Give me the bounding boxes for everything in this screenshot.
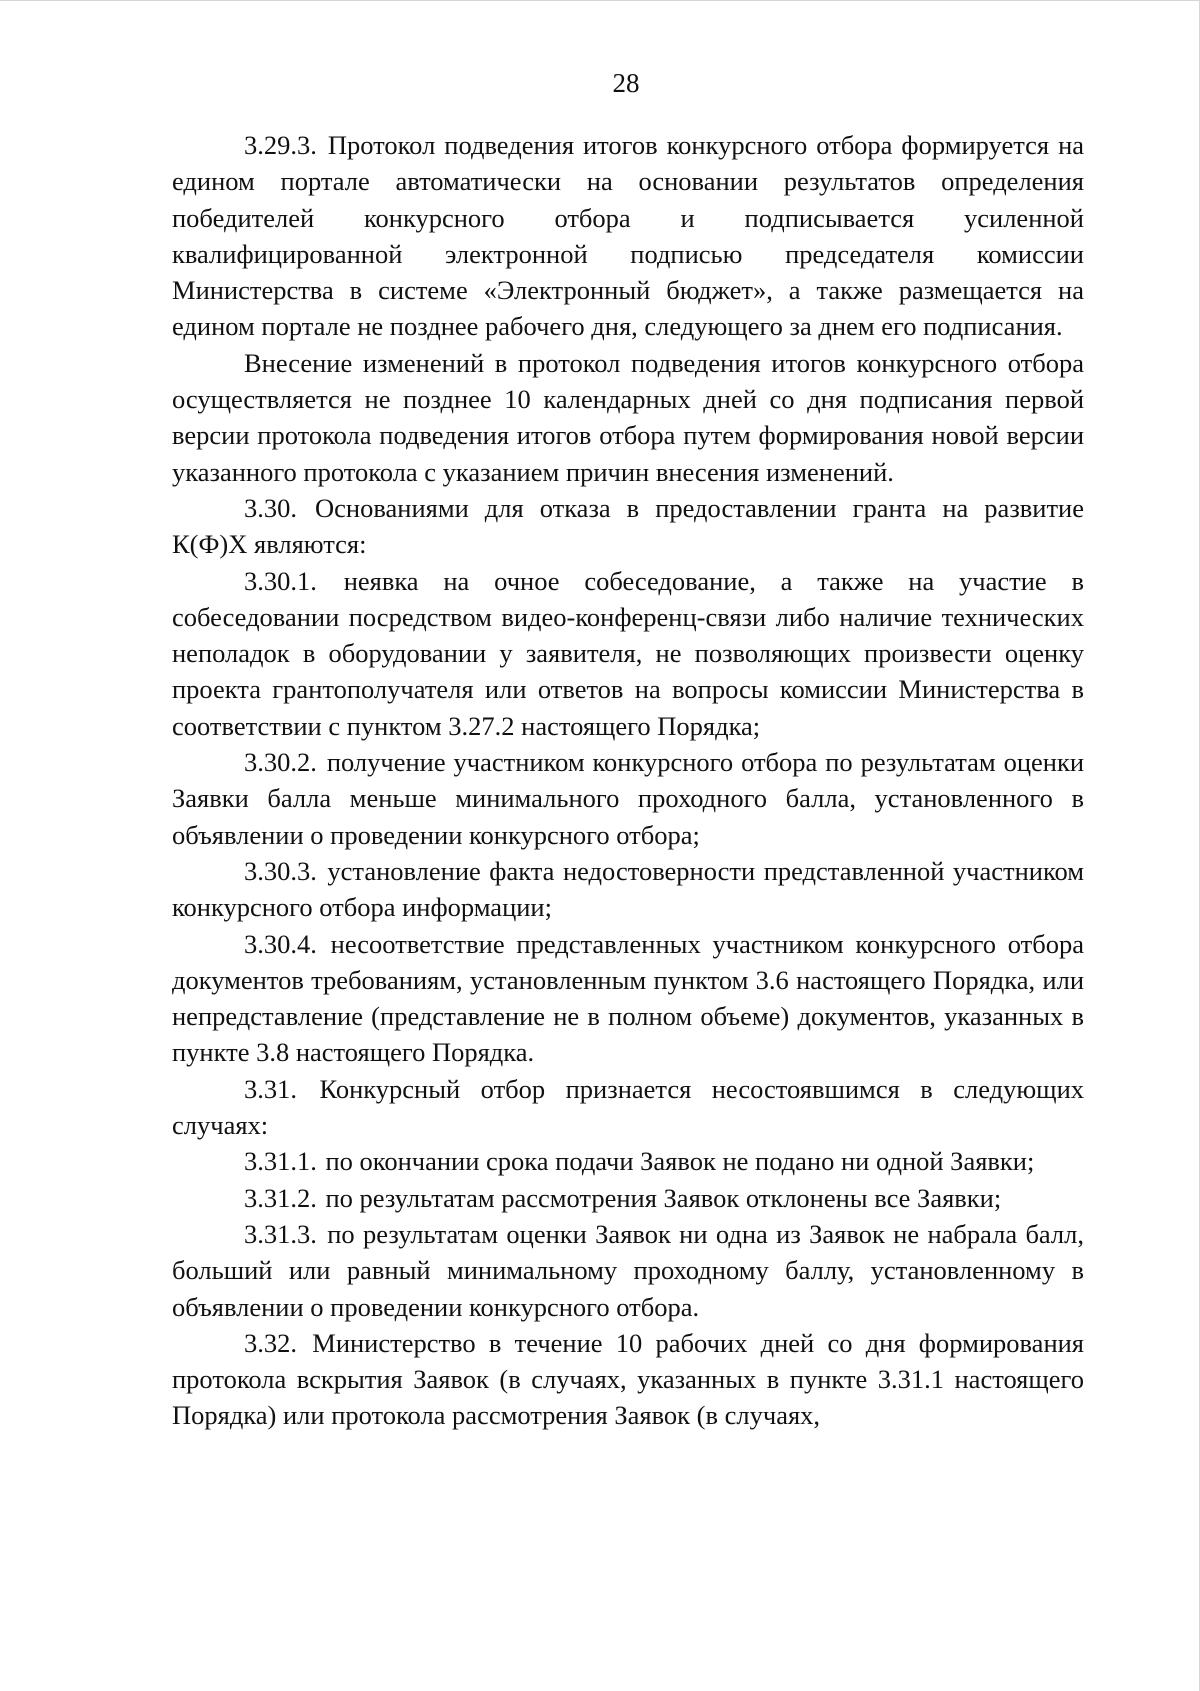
paragraph-text: несоответствие представленных участником конкурсного отбора документов требованиям, установленным пунктом 3.6 настоящего Порядка, или непредставление (представление не в полном объеме) документов, указанных в пункте 3.8 настоящего Порядка. xyxy=(172,928,1085,1068)
document-body xyxy=(172,127,1084,1434)
paragraph-number: 3.31.3. xyxy=(244,1218,317,1249)
paragraph-text: Внесение изменений в протокол подведения итогов конкурсного отбора осуществляется не позднее 10 календарных дней со дня подписания первой версии протокола подведения итогов отбора путем формирования новой версии указанного протокола с указанием причин внесения изменений. xyxy=(172,347,1084,487)
paragraph-number: 3.30.1. xyxy=(244,565,317,596)
paragraph-number: 3.30. xyxy=(244,492,297,523)
paragraph-3-30 xyxy=(172,490,1084,563)
paragraph-3-30-4 xyxy=(172,926,1084,1071)
paragraph-number: 3.31. xyxy=(244,1073,297,1104)
paragraph-number: 3.31.1. xyxy=(244,1146,317,1177)
paragraph-3-30-3 xyxy=(172,853,1084,926)
paragraph-3-32 xyxy=(172,1325,1084,1434)
paragraph-3-30-1 xyxy=(172,563,1084,744)
paragraph-number: 3.32. xyxy=(244,1327,297,1358)
paragraph-3-31-2 xyxy=(172,1180,1084,1216)
paragraph-3-31-1 xyxy=(172,1143,1084,1179)
paragraph-text: получение участником конкурсного отбора по результатам оценки Заявки балла меньше минимального проходного балла, установленного в объявлении о проведении конкурсного отбора; xyxy=(172,747,1084,850)
paragraph-text: Протокол подведения итогов конкурсного отбора формируется на едином портале автоматически на основании результатов определения победителей конкурсного отбора и подписывается усиленной квалифицированной электронной подписью председателя комиссии Министерства в системе «Электронный бюджет», а также размещается на едином портале не позднее рабочего дня, следующего за днем его подписания. xyxy=(172,130,1085,342)
paragraph-text: Министерство в течение 10 рабочих дней со дня формирования протокола вскрытия Заявок (в случаях, указанных в пункте 3.31.1 настоящего Порядка) или протокола рассмотрения Заявок (в случаях, xyxy=(172,1327,1084,1431)
paragraph-3-29-3 xyxy=(172,127,1084,345)
page-number: 28 xyxy=(612,68,640,98)
paragraph-text: неявка на очное собеседование, а также на участие в собеседовании посредством видео-конференц-связи либо наличие технических неполадок в оборудовании у заявителя, не позволяющих произвести оценку проекта грантополучателя или ответов на вопросы комиссии Министерства в соответствии с пунктом 3.27.2 настоящего Порядка; xyxy=(172,565,1084,741)
paragraph-number: 3.30.3. xyxy=(244,855,317,886)
paragraph-text: по результатам рассмотрения Заявок отклонены все Заявки; xyxy=(325,1182,1002,1213)
paragraph-number: 3.29.3. xyxy=(244,130,317,160)
paragraph-text: Основаниями для отказа в предоставлении гранта на развитие К(Ф)Х являются: xyxy=(172,492,1084,560)
paragraph-number: 3.31.2. xyxy=(244,1182,317,1213)
paragraph-number: 3.30.4. xyxy=(244,928,317,959)
paragraph-number: 3.30.2. xyxy=(244,747,317,778)
paragraph-text: установление факта недостоверности представленной участником конкурсного отбора информации; xyxy=(172,855,1085,923)
paragraph-3-31 xyxy=(172,1071,1084,1144)
paragraph-3-31-3 xyxy=(172,1216,1084,1325)
paragraph-text: по окончании срока подачи Заявок не подано ни одной Заявки; xyxy=(325,1146,1035,1177)
paragraph-3-30-2 xyxy=(172,744,1084,853)
paragraph-amendments xyxy=(172,345,1084,490)
paragraph-text: Конкурсный отбор признается несостоявшимся в следующих случаях: xyxy=(172,1073,1085,1141)
paragraph-text: по результатам оценки Заявок ни одна из Заявок не набрала балл, больший или равный минимальному проходному баллу, установленному в объявлении о проведении конкурсного отбора. xyxy=(172,1218,1084,1322)
